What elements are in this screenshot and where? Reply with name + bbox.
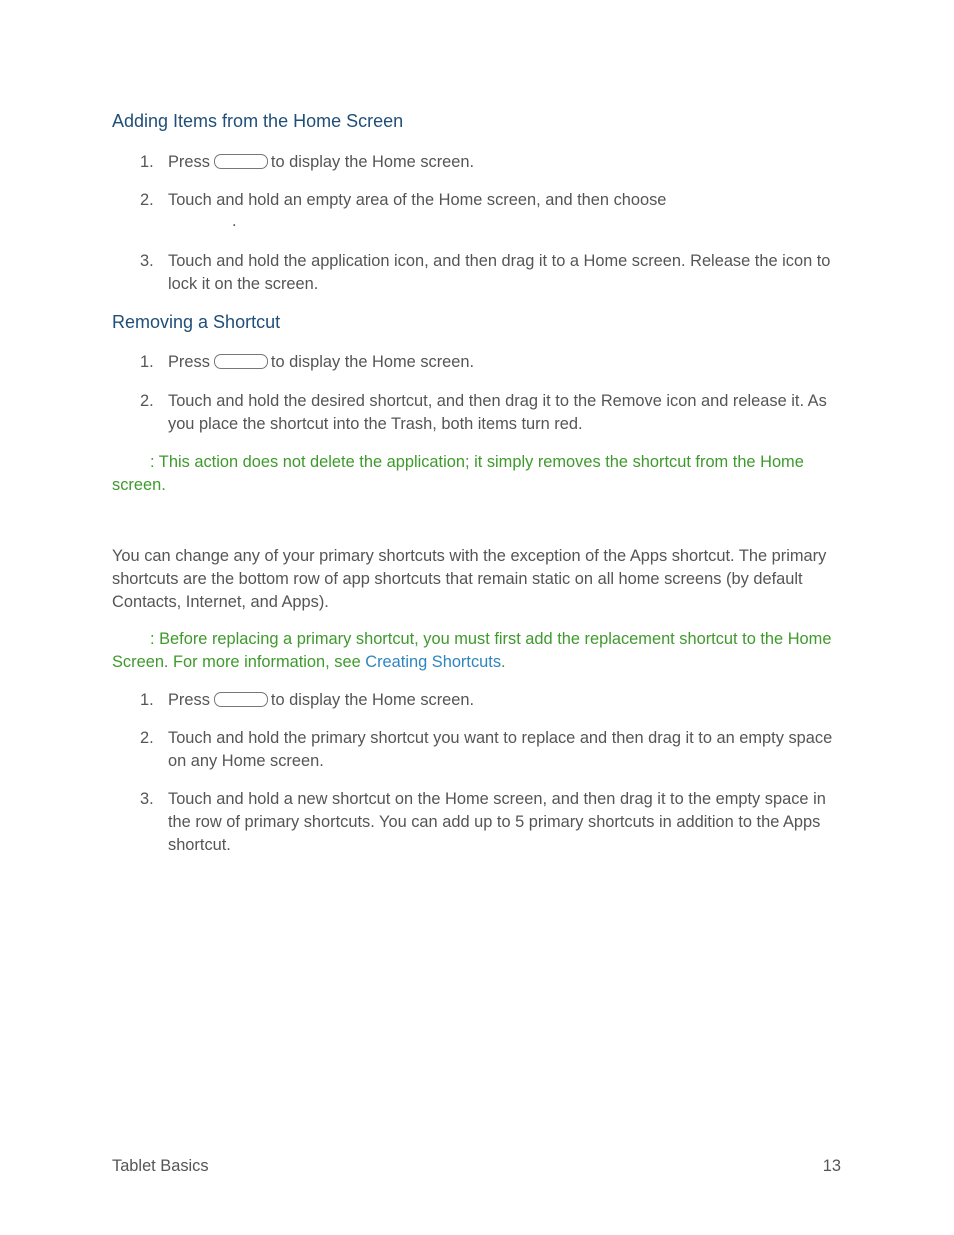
step-text-after: to display the Home screen. [270,353,475,371]
section-heading-adding-items: Adding Items from the Home Screen [112,111,404,131]
note-text: : This action does not delete the application; it simply removes the shortcut from the Home screen. [112,453,804,494]
note-end: . [501,653,506,671]
step-text [168,689,848,712]
step-text [168,151,848,174]
creating-shortcuts-link[interactable]: Creating Shortcuts [365,653,502,671]
step-text-before: Press [168,353,210,371]
step-number: 3. [140,790,154,808]
home-key-icon [214,692,268,707]
step-text: Touch and hold a new shortcut on the Home screen, and then drag it to the empty space in the row of primary shortcuts. You can add up to 5 primary shortcuts in addition to the Apps shortcut. [168,790,826,854]
step-text-before: Press [168,153,210,171]
footer-section-title: Tablet Basics [112,1157,209,1175]
step-text-before: Press [168,691,210,709]
step-number: 1. [140,691,154,709]
step-number: 2. [140,729,154,747]
step-text [168,351,848,374]
step-text: Touch and hold the application icon, and then drag it to a Home screen. Release the icon to lock it on the screen. [168,252,831,293]
step-text-after: to display the Home screen. [270,153,475,171]
home-key-icon [214,354,268,369]
intro-paragraph: You can change any of your primary shortcuts with the exception of the Apps shortcut. The primary shortcuts are the bottom row of app shortcuts that remain static on all home screens (by default Contacts, Internet, and Apps). [112,547,827,611]
section-heading-removing-shortcut: Removing a Shortcut [112,312,281,332]
step-text: Touch and hold an empty area of the Home screen, and then choose [168,191,667,209]
page-number: 13 [822,1157,841,1175]
step-number: 2. [140,191,154,209]
step-number: 1. [140,153,154,171]
step-number: 2. [140,392,154,410]
step-text: Touch and hold the desired shortcut, and then drag it to the Remove icon and release it. As you place the shortcut into the Trash, both items turn red. [168,392,827,433]
home-key-icon [214,154,268,169]
note-text: : Before replacing a primary shortcut, you must first add the replacement shortcut to the Home Screen. For more information, see [112,630,832,671]
step-number: 1. [140,353,154,371]
note-paragraph [112,628,847,674]
step-text: Touch and hold the primary shortcut you want to replace and then drag it to an empty space on any Home screen. [168,729,833,770]
trailing-period: . [232,212,237,230]
note-paragraph [112,451,847,497]
step-text-after: to display the Home screen. [270,691,475,709]
step-number: 3. [140,252,154,270]
